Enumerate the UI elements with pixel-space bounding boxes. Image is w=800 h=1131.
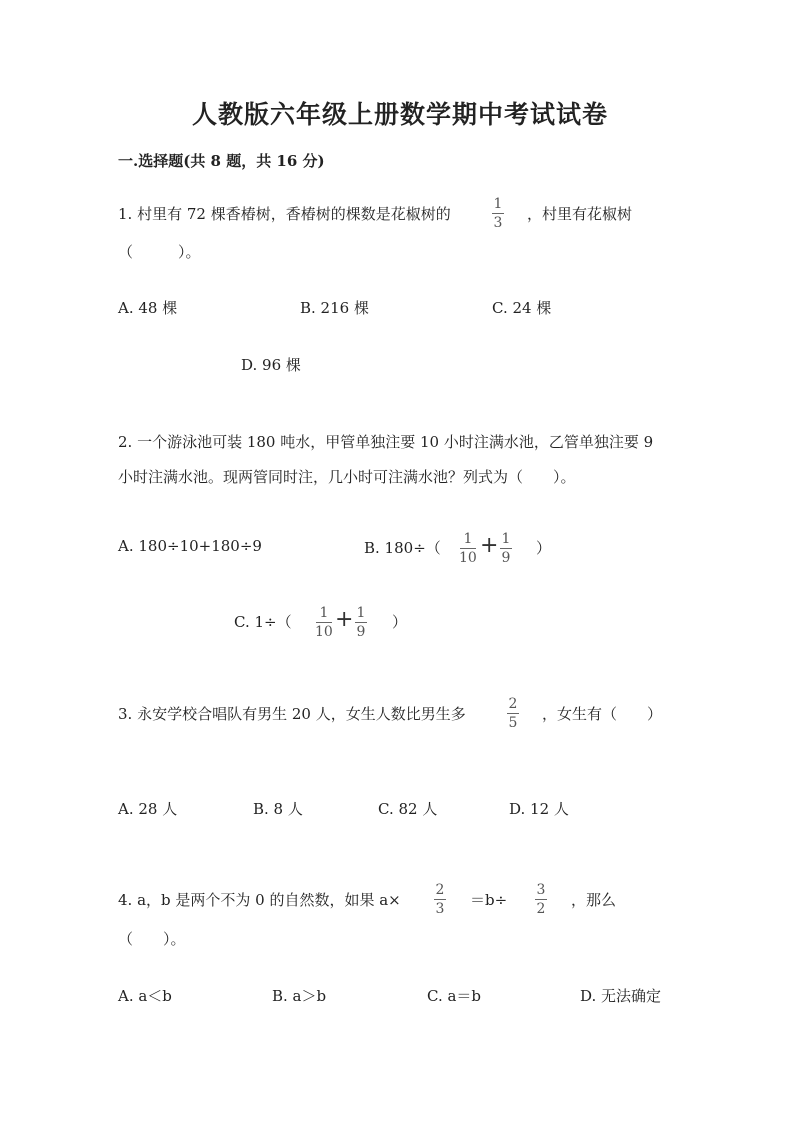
fraction-numerator: 1 xyxy=(501,531,511,547)
q1-text-a: 1. 村里有 72 棵香椿树，香椿树的棵数是花椒树的 xyxy=(118,205,451,223)
q2-option-b-fraction-2 xyxy=(500,531,512,566)
q3-option-b[interactable]: B. 8 人 xyxy=(253,800,303,818)
q1-fraction-denominator: 3 xyxy=(493,215,503,231)
q3-text-a: 3. 永安学校合唱队有男生 20 人，女生人数比男生多 xyxy=(118,705,466,723)
fraction-numerator: 1 xyxy=(319,605,329,621)
q3-option-a[interactable]: A. 28 人 xyxy=(118,800,178,818)
q4-option-c[interactable]: C. a＝b xyxy=(427,987,482,1005)
plus-sign: + xyxy=(480,533,499,558)
fraction-denominator: 9 xyxy=(501,550,511,566)
q4-fraction-1 xyxy=(434,882,446,917)
fraction-denominator: 3 xyxy=(435,901,445,917)
fraction-numerator: 3 xyxy=(536,882,546,898)
q2-option-b-fraction-1 xyxy=(459,531,477,566)
section-heading: 一.选择题(共 8 题，共 16 分) xyxy=(118,152,325,170)
q2-option-c-suffix: ） xyxy=(392,613,408,631)
q1-option-d[interactable]: D. 96 棵 xyxy=(241,356,301,374)
fraction-denominator: 10 xyxy=(315,624,333,640)
q4-blank-line: （ ）。 xyxy=(118,930,186,948)
q4-option-d[interactable]: D. 无法确定 xyxy=(580,987,662,1005)
q3-option-d[interactable]: D. 12 人 xyxy=(509,800,569,818)
q4-text-b: ，那么 xyxy=(571,891,617,909)
fraction-numerator: 2 xyxy=(508,696,518,712)
fraction-numerator: 2 xyxy=(435,882,445,898)
page-title: 人教版六年级上册数学期中考试试卷 xyxy=(191,100,608,129)
q2-line-2: 小时注满水池。现两管同时注，几小时可注满水池？列式为（ ）。 xyxy=(118,468,576,486)
q1-fraction xyxy=(492,196,504,231)
q4-text-a: 4. a，b 是两个不为 0 的自然数，如果 a× xyxy=(118,891,401,909)
fraction-denominator: 2 xyxy=(536,901,546,917)
q2-option-c-fraction-2 xyxy=(355,605,367,640)
q4-text-mid: ＝b÷ xyxy=(470,891,508,909)
q2-option-c-prefix: C. 1÷（ xyxy=(234,613,292,631)
q1-blank-line: （ ）。 xyxy=(118,243,201,261)
q1-option-b[interactable]: B. 216 棵 xyxy=(300,299,369,317)
q1-fraction-numerator: 1 xyxy=(493,196,503,212)
fraction-denominator: 5 xyxy=(508,715,518,731)
q3-fraction xyxy=(507,696,519,731)
fraction-denominator: 9 xyxy=(356,624,366,640)
fraction-numerator: 1 xyxy=(356,605,366,621)
q2-option-b-prefix: B. 180÷（ xyxy=(364,539,441,557)
q4-fraction-2 xyxy=(535,882,547,917)
q4-option-b[interactable]: B. a＞b xyxy=(272,987,327,1005)
q2-option-a[interactable]: A. 180÷10+180÷9 xyxy=(118,537,262,555)
q2-option-b-suffix: ） xyxy=(536,539,552,557)
q1-text-b: ，村里有花椒树 xyxy=(527,205,633,223)
plus-sign: + xyxy=(335,607,354,632)
q4-option-a[interactable]: A. a＜b xyxy=(118,987,172,1005)
q3-text-b: ，女生有（ ） xyxy=(542,705,663,723)
q2-line-1: 2. 一个游泳池可装 180 吨水，甲管单独注要 10 小时注满水池，乙管单独注要 9 xyxy=(118,433,654,451)
q1-option-c[interactable]: C. 24 棵 xyxy=(492,299,552,317)
q3-option-c[interactable]: C. 82 人 xyxy=(378,800,438,818)
fraction-numerator: 1 xyxy=(463,531,473,547)
q2-option-c-fraction-1 xyxy=(315,605,333,640)
fraction-denominator: 10 xyxy=(459,550,477,566)
q1-option-a[interactable]: A. 48 棵 xyxy=(118,299,178,317)
